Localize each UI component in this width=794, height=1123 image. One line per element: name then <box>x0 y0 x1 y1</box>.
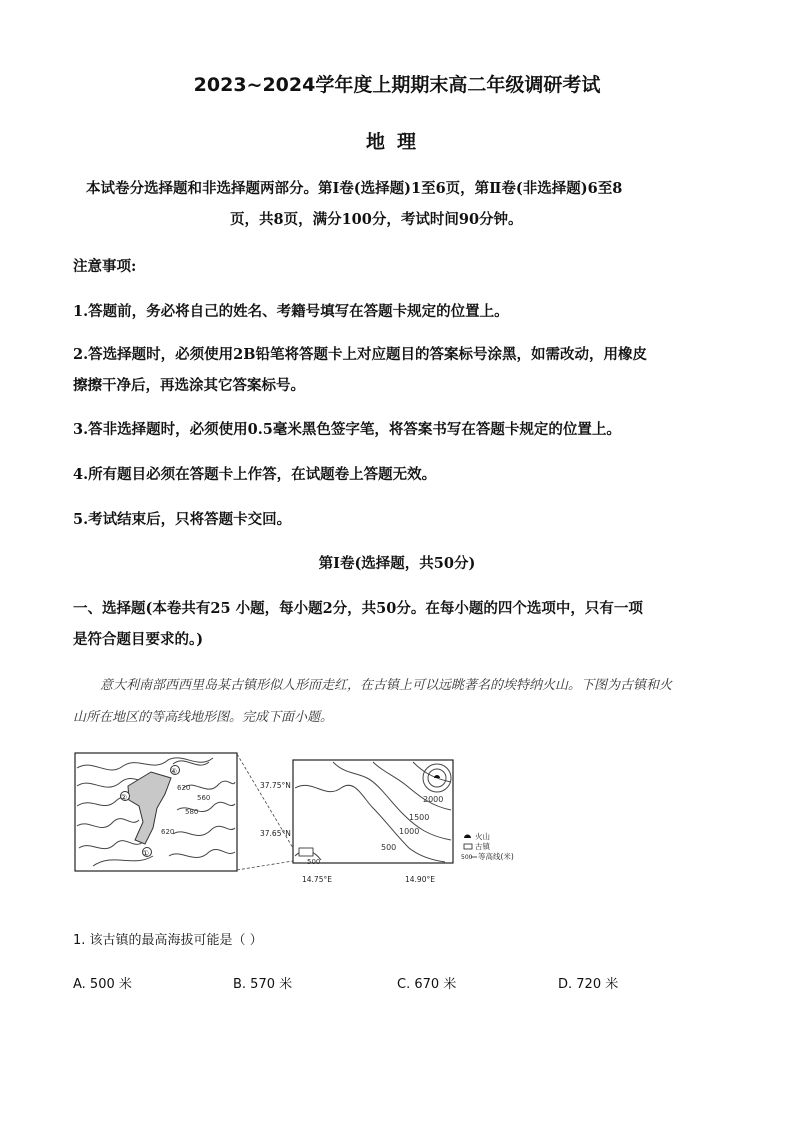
lat-label-37-75: 37.75°N <box>260 781 291 790</box>
contour-label-1500: 1500 <box>409 813 430 822</box>
lead-line-2: 山所在地区的等高线地形图。完成下面小题。 <box>73 710 334 725</box>
inset-contour-580: 580 <box>185 808 199 816</box>
contour-label-500-town: 500 <box>307 858 321 866</box>
legend-contour: 等高线(米) <box>478 852 514 861</box>
inset-contour-620-top: 620 <box>177 784 191 792</box>
notice-item-4: 4.所有题目必须在答题卡上作答，在试题卷上答题无效。 <box>73 466 437 483</box>
notice-heading: 注意事项: <box>73 258 137 275</box>
inset-contour-620-bottom: 620 <box>161 828 175 836</box>
circle-label-2: ② <box>120 793 128 802</box>
inset-contour-560: 560 <box>197 794 211 802</box>
contour-label-500-lower: 500 <box>381 843 397 852</box>
volcano-region-map <box>293 760 453 866</box>
notice-item-2: 2.答选择题时，必须使用2B铅笔将答题卡上对应题目的答案标号涂黑，如需改动，用橡皮 <box>73 346 647 363</box>
legend-town: 古镇 <box>475 842 490 851</box>
option-d: D. 720 米 <box>558 977 619 992</box>
contour-label-2000: 2000 <box>423 795 444 804</box>
question-1-text: 1. 该古镇的最高海拔可能是（ ） <box>73 933 263 948</box>
lon-label-14-75: 14.75°E <box>302 875 332 884</box>
lead-line-1: 意大利南部西西里岛某古镇形似人形而走红，在古镇上可以远眺著名的埃特纳火山。下图为古镇和火 <box>100 678 673 693</box>
notice-item-2-cont: 擦擦干净后，再选涂其它答案标号。 <box>73 377 305 394</box>
circle-label-4: ④ <box>170 767 178 776</box>
notice-item-5: 5.考试结束后，只将答题卡交回。 <box>73 511 292 528</box>
contour-label-1000: 1000 <box>399 827 420 836</box>
subject-title: 地理 <box>365 131 428 153</box>
intro-line-1: 本试卷分选择题和非选择题两部分。第Ⅰ卷(选择题)1至6页，第Ⅱ卷(非选择题)6至8 <box>86 180 623 197</box>
town-icon <box>464 844 472 849</box>
option-b: B. 570 米 <box>233 977 293 992</box>
lat-label-37-65: 37.65°N <box>260 829 291 838</box>
town-inset-map <box>75 753 237 871</box>
part1-instruction-1: 一、选择题(本卷共有25 小题，每小题2分，共50分。在每小题的四个选项中，只有一项 <box>73 600 643 617</box>
volcano-icon <box>464 835 471 839</box>
option-a: A. 500 米 <box>73 977 132 992</box>
notice-item-1: 1.答题前，务必将自己的姓名、考籍号填写在答题卡规定的位置上。 <box>73 303 509 320</box>
map-legend <box>461 831 514 861</box>
exam-title: 2023~2024学年度上期期末高二年级调研考试 <box>193 74 601 96</box>
part1-instruction-2: 是符合题目要求的。) <box>73 631 204 648</box>
notice-item-3: 3.答非选择题时，必须使用0.5毫米黑色签字笔，将答案书写在答题卡规定的位置上。 <box>73 421 621 438</box>
legend-volcano: 火山 <box>475 832 490 841</box>
contour-map-figure <box>73 748 733 888</box>
lon-label-14-90: 14.90°E <box>405 875 435 884</box>
circle-label-1: ① <box>142 849 150 858</box>
intro-line-2: 页，共8页，满分100分，考试时间90分钟。 <box>230 211 523 228</box>
legend-contour-sample: 500 <box>461 854 473 861</box>
option-c: C. 670 米 <box>397 977 457 992</box>
section-title: 第Ⅰ卷(选择题，共50分) <box>318 555 476 572</box>
